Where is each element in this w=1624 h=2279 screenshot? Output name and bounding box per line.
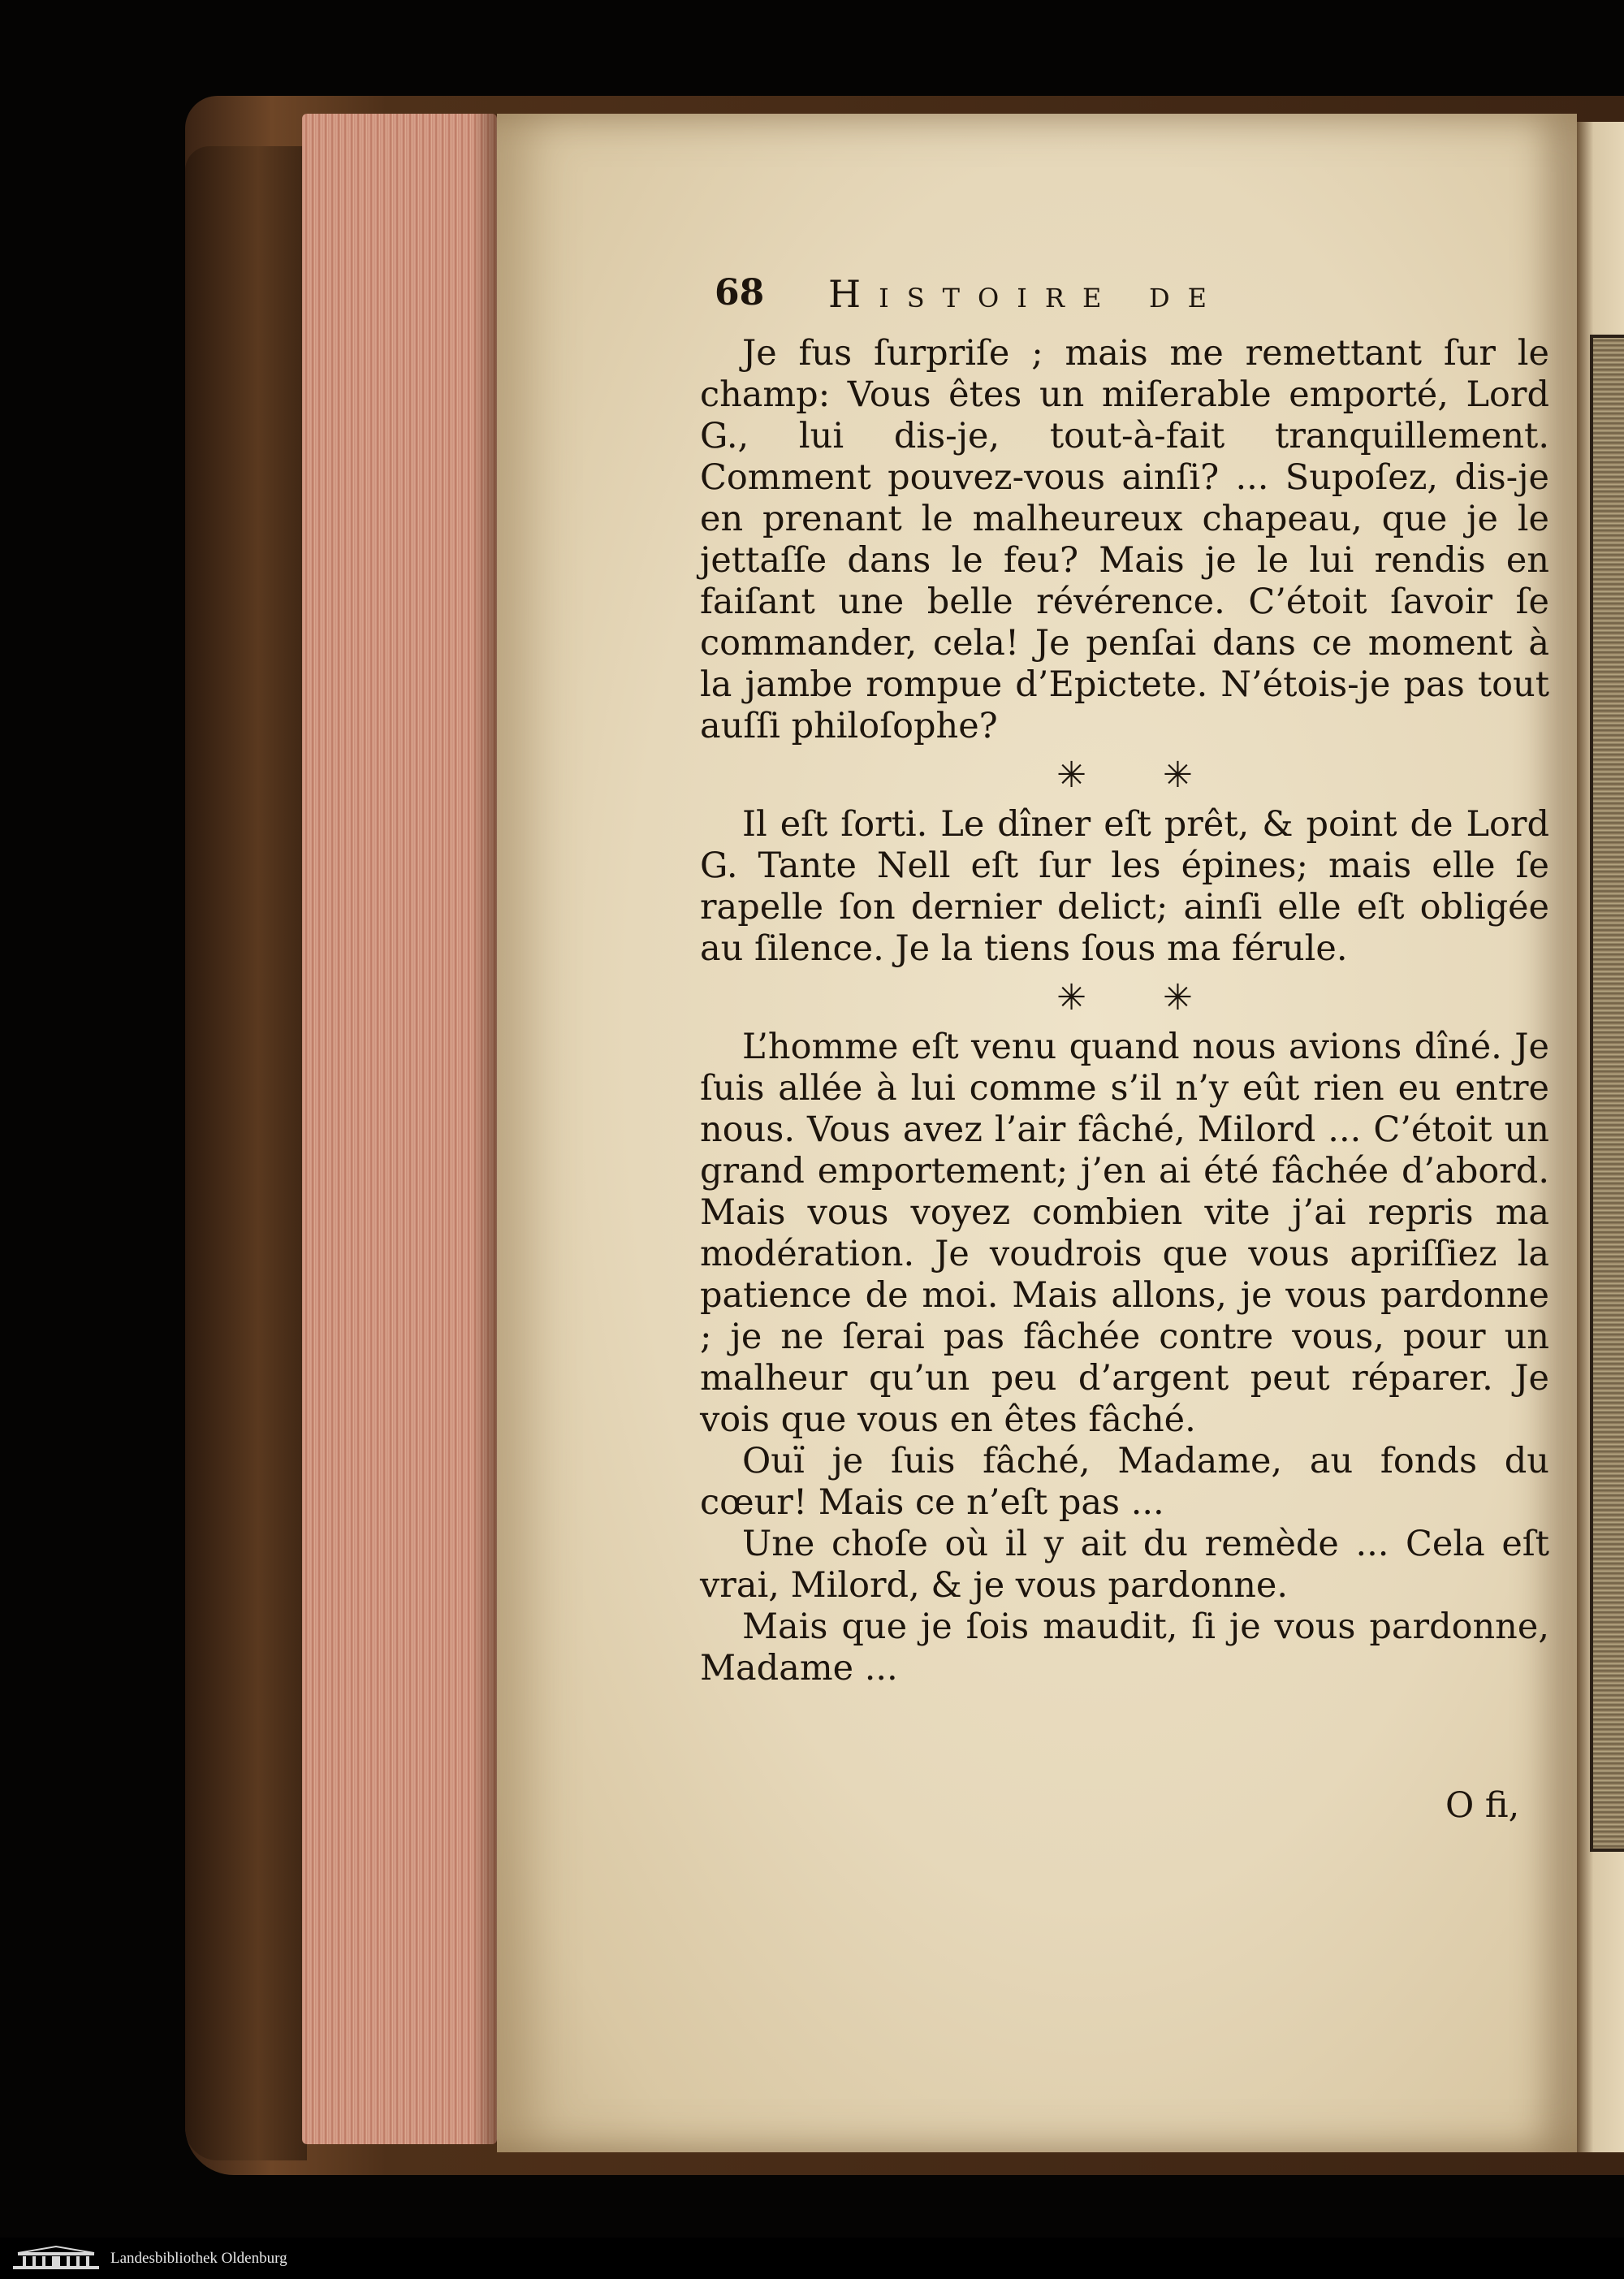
running-head: [715, 272, 1527, 321]
body-text: [700, 333, 1549, 1689]
page-edges: [302, 114, 497, 2144]
paragraph: Ouï je ſuis fâché, Madame, au fonds du cœur! Mais ce n’eſt pas ...: [700, 1441, 1549, 1523]
page-number: 68: [715, 272, 765, 314]
footer-bar: [0, 2238, 1624, 2279]
paragraph: Je fus ſurpriſe ; mais me remettant ſur le champ: Vous êtes un miſerable emporté, Lord G., lui dis-je, tout-à-fait tranquillement. Comment pouvez-vous ainſi? ... Supoſez, dis-je en prenant le malheureux chapeau, que je le jettaſſe dans le feu? Mais je le lui rendis en faiſant une belle révérence. C’étoit ſavoir ſe commander, cela! Je penſai dans ce moment à la jambe rompue d’Epictete. N’étois-je pas tout auſſi philoſophe?: [700, 333, 1549, 746]
section-separator: ✳ ✳: [1056, 755, 1225, 796]
catchword: O fi,: [1445, 1785, 1520, 1826]
section-separator: ✳ ✳: [1056, 977, 1225, 1018]
library-building-icon: [11, 2245, 101, 2273]
paragraph: Mais que je ſois maudit, ſi je vous pardonne, Madame ...: [700, 1607, 1549, 1689]
book-cover-flap: [185, 146, 307, 2160]
library-name: Landesbibliothek Oldenburg: [110, 2249, 287, 2267]
engraving-plate-edge: [1590, 335, 1624, 1852]
paragraph: L’homme eſt venu quand nous avions dîné. Je ſuis allée à lui comme s’il n’y eût rien eu entre nous. Vous avez l’air fâché, Milord ... C’étoit un grand emportement; j’en ai été fâchée d’abord. Mais vous voyez combien vite j’ai repris ma modération. Je voudrois que vous apriſſiez la patience de moi. Mais allons, je vous pardonne ; je ne ſerai pas fâchée contre vous, pour un malheur qu’un peu d’argent peut réparer. Je vois que vous en êtes fâché.: [700, 1027, 1549, 1440]
running-head-title: Histoire de: [828, 272, 1224, 316]
paragraph: Une choſe où il y ait du remède ... Cela eſt vrai, Milord, & je vous pardonne.: [700, 1524, 1549, 1606]
paragraph: Il eſt ſorti. Le dîner eſt prêt, & point de Lord G. Tante Nell eſt ſur les épines; mais elle ſe rapelle ſon dernier delict; ainſi elle eſt obligée au ſilence. Je la tiens ſous ma férule.: [700, 804, 1549, 969]
